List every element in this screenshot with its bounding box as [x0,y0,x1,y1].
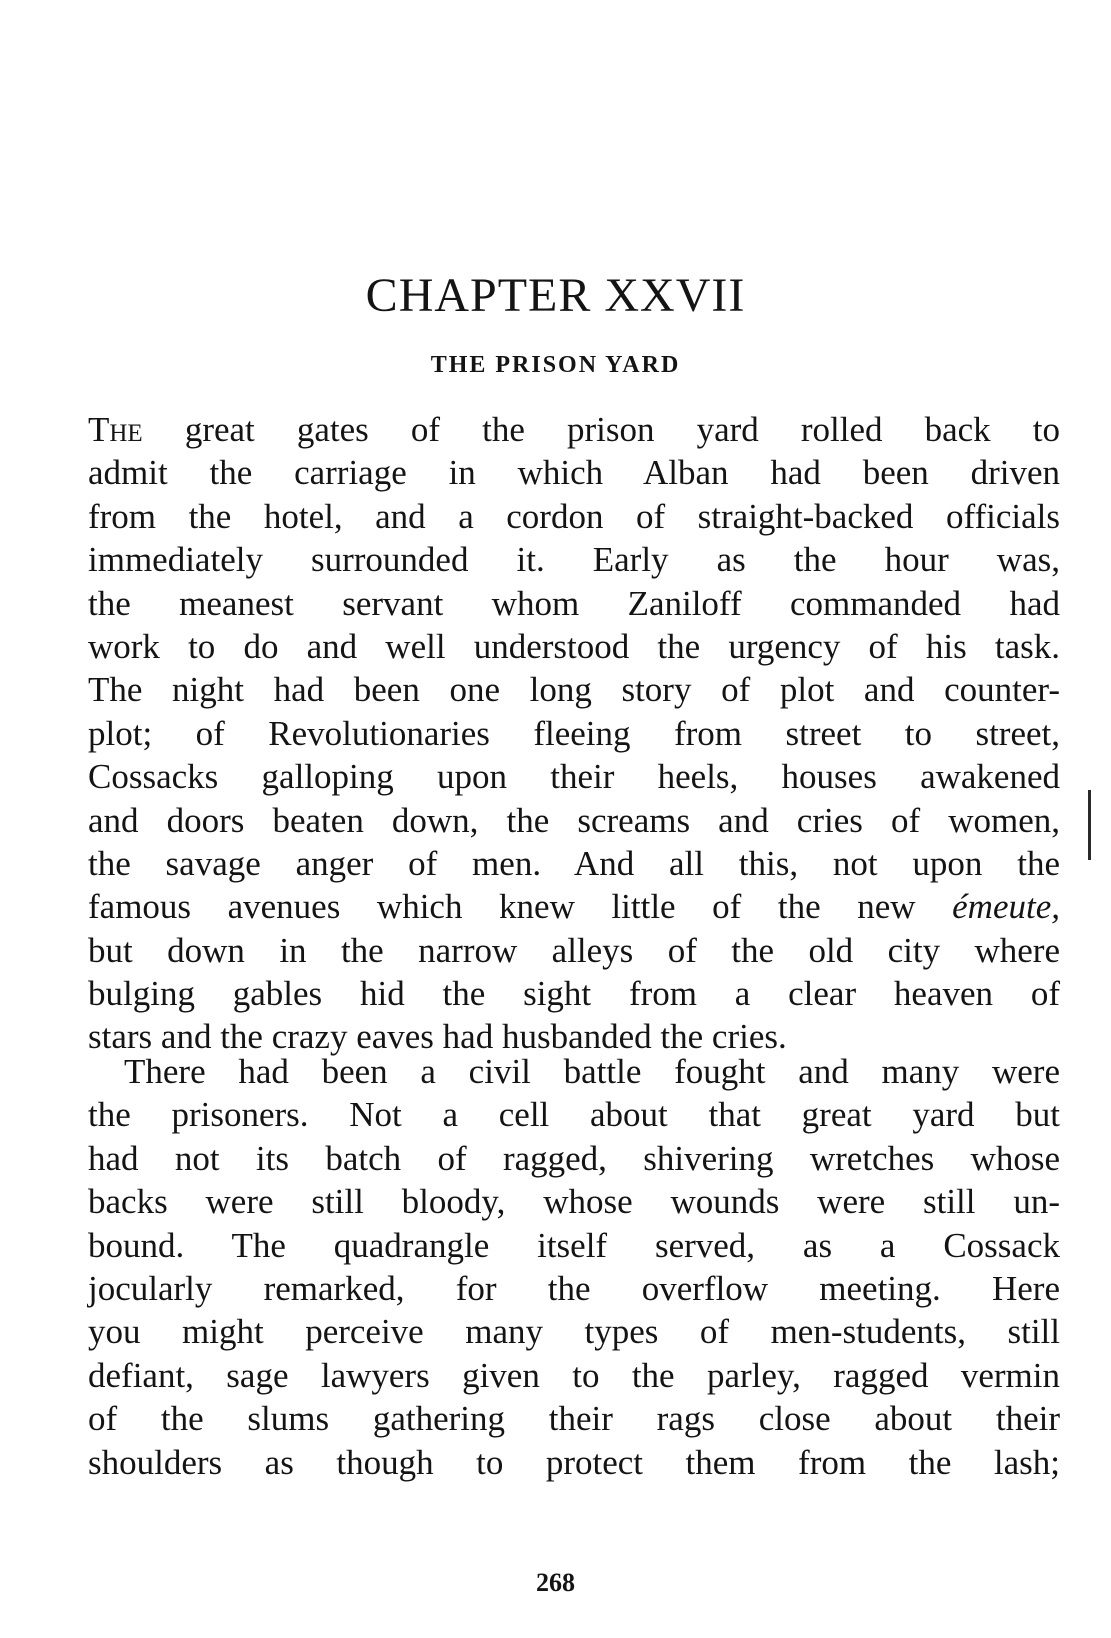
text-line: bulging gables hid the sight from a clear heaven of [88,974,1060,1014]
text-line: the prisoners. Not a cell about that great yard but [88,1095,1060,1135]
text-line: stars and the crazy eaves had husbanded the cries. [88,1017,787,1057]
text-line: The night had been one long story of plot and counter- [88,670,1060,710]
text-line: bound. The quadrangle itself served, as a Cossack [88,1225,1060,1265]
text-line: jocularly remarked, for the overflow meeting. Here [88,1268,1060,1308]
text-line: of the slums gathering their rags close about their [88,1399,1060,1439]
lead-word: The [88,410,143,449]
text-line: had not its batch of ragged, shivering wretches whose [88,1138,1060,1178]
text-line: from the hotel, and a cordon of straight-backed officials [88,496,1060,536]
paragraph-2 [88,1050,1060,1484]
text-line: defiant, sage lawyers given to the parley, ragged vermin [88,1355,1060,1395]
text-line: the savage anger of men. And all this, not upon the [88,843,1060,883]
text-line: There had been a civil battle fought and many were [124,1052,1060,1091]
text-line: immediately surrounded it. Early as the hour was, [88,540,1060,580]
scan-margin-mark [1088,790,1091,860]
paragraph-1 [88,408,1060,1059]
text-line: the meanest servant whom Zaniloff commanded had [88,583,1060,623]
text-line: you might perceive many types of men-students, still [88,1312,1060,1352]
text-line: admit the carriage in which Alban had been driven [88,453,1060,493]
chapter-number: CHAPTER XXVII [365,269,746,322]
text-line: shoulders as though to protect them from the lash; [88,1442,1060,1482]
chapter-title: THE PRISON YARD [430,352,681,378]
italic-word: émeute, [952,887,1060,927]
text-line: famous avenues which knew little of the new émeute, [88,887,1060,927]
text-line: but down in the narrow alleys of the old city where [88,930,1060,970]
text-line: backs were still bloody, whose wounds were still un- [88,1182,1060,1222]
text-line: work to do and well understood the urgency of his task. [88,626,1060,666]
text-line: plot; of Revolutionaries fleeing from street to street, [88,713,1060,753]
page-number: 268 [536,1568,575,1597]
text-line: The great gates of the prison yard rolled back to [88,410,1060,449]
text-line: and doors beaten down, the screams and cries of women, [88,800,1060,840]
text-line: Cossacks galloping upon their heels, houses awakened [88,757,1060,797]
